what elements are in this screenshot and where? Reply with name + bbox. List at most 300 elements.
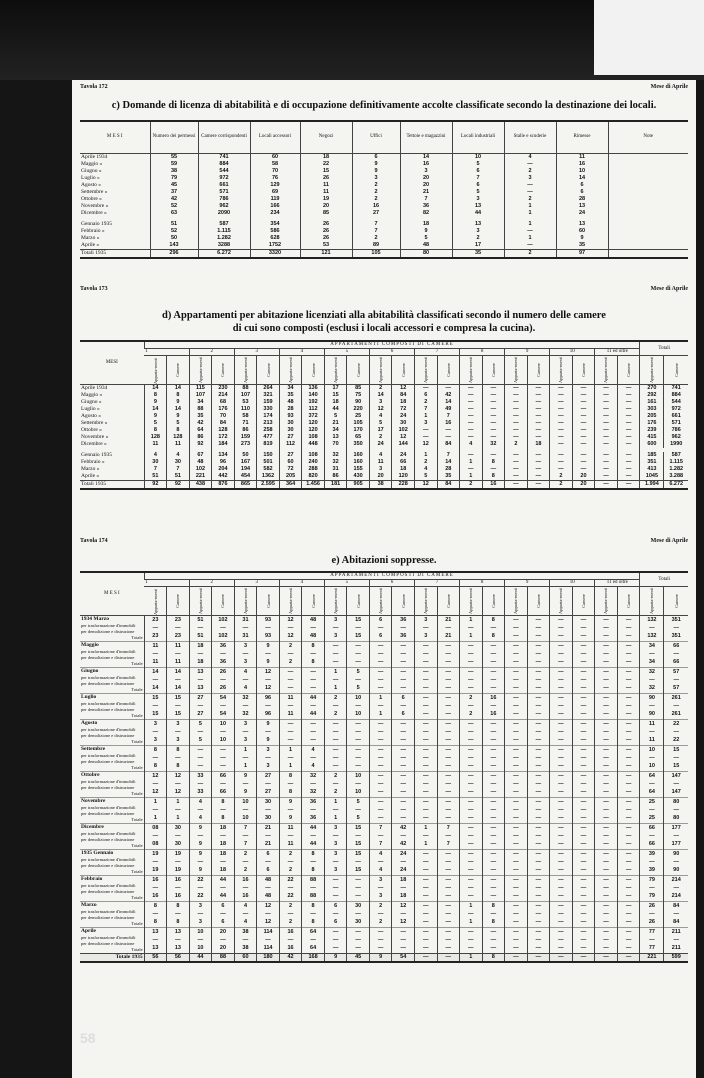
- table-cell: —: [392, 728, 415, 736]
- table-cell: 28: [556, 196, 608, 203]
- table-cell: 3: [234, 720, 257, 729]
- table-row: [80, 815, 688, 824]
- table-cell: 786: [198, 196, 250, 203]
- table-cell: —: [392, 928, 415, 937]
- table-cell: —: [527, 702, 550, 710]
- table-cell: —: [504, 189, 556, 196]
- table-cell: 3288: [198, 242, 250, 250]
- table-cell: 3: [352, 175, 400, 182]
- rooms-group-header: 1: [144, 580, 189, 587]
- table-cell: 3: [414, 420, 437, 427]
- table-cell: —: [595, 624, 618, 632]
- table-cell: —: [189, 884, 212, 892]
- table-cell: [608, 153, 688, 161]
- table-cell: —: [437, 385, 460, 393]
- table-cell: —: [460, 832, 483, 840]
- table-cell: —: [550, 945, 573, 954]
- table-cell: —: [550, 832, 573, 840]
- table-cell: 30: [279, 420, 302, 427]
- table-cell: 7: [437, 824, 460, 833]
- table-cell: 13: [452, 203, 504, 210]
- table-cell: 9: [189, 867, 212, 876]
- table-cell: —: [234, 650, 257, 658]
- table-cell: —: [550, 616, 573, 625]
- apartments-header: [144, 356, 167, 385]
- table-row: [80, 616, 688, 625]
- rooms-header: [572, 587, 595, 616]
- table-cell: —: [189, 746, 212, 755]
- table-cell: 48: [302, 616, 325, 625]
- table-cell: 52: [150, 228, 198, 235]
- table-cell: —: [437, 945, 460, 954]
- table-cell: 60: [279, 459, 302, 466]
- table-cell: Locali industriali: [452, 121, 504, 153]
- table-cell: 30: [392, 420, 415, 427]
- table-cell: 7: [369, 824, 392, 833]
- reason-label: per trasformazione d'immobili: [81, 805, 136, 810]
- table-cell: —: [167, 936, 190, 944]
- table-cell: Uffici: [352, 121, 400, 153]
- table-cell: 571: [198, 189, 250, 196]
- table-cell: —: [460, 806, 483, 814]
- table-cell: —: [572, 466, 595, 473]
- table-cell: 44: [302, 841, 325, 850]
- table-cell: —: [257, 936, 280, 944]
- table-cell: 3: [369, 466, 392, 473]
- table-cell: —: [572, 746, 595, 755]
- table-cell: 32: [324, 459, 347, 466]
- table-cell: —: [550, 867, 573, 876]
- table-cell: 128: [167, 434, 190, 441]
- table-cell: —: [392, 720, 415, 729]
- table-cell: —: [212, 763, 235, 772]
- table-cell: —: [572, 427, 595, 434]
- table-cell: 8: [302, 659, 325, 668]
- table-row: [80, 228, 688, 235]
- table-cell: —: [324, 945, 347, 954]
- table-cell: —: [572, 385, 595, 393]
- table-cell: —: [347, 910, 370, 918]
- table-cell: —: [460, 676, 483, 684]
- table-cell: —: [527, 919, 550, 928]
- table-cell: 37: [150, 189, 198, 196]
- table-cell: —: [347, 780, 370, 788]
- table-cell: 1.994: [640, 481, 664, 490]
- table-cell: 32: [324, 452, 347, 459]
- table-cell: —: [664, 910, 688, 918]
- apartments-label: Apparta-menti: [423, 356, 429, 384]
- table-cell: —: [437, 427, 460, 434]
- table-cell: 221: [640, 954, 664, 963]
- table-cell: Totali 1935: [80, 481, 144, 490]
- table-cell: —: [664, 806, 688, 814]
- table-cell: —: [189, 936, 212, 944]
- table-cell: —: [617, 720, 640, 729]
- table-cell: —: [414, 798, 437, 807]
- table-cell: 741: [198, 153, 250, 161]
- table-cell: —: [572, 694, 595, 703]
- table-cell: —: [144, 728, 167, 736]
- table-cell: —: [505, 902, 528, 911]
- table-cell: 4: [369, 867, 392, 876]
- table-cell: 66: [640, 824, 664, 833]
- table-cell: —: [482, 824, 505, 833]
- table-cell: —: [144, 676, 167, 684]
- table-cell: Numero dei permessi: [150, 121, 198, 153]
- table-cell: —: [572, 624, 595, 632]
- table-cell: 160: [347, 459, 370, 466]
- table-cell: —: [460, 392, 483, 399]
- table-cell: —: [572, 867, 595, 876]
- apartments-header: [550, 356, 573, 385]
- table-cell: —: [664, 676, 688, 684]
- reason-label: per demolizione e distruzione: [81, 707, 135, 712]
- table-cell: 2: [279, 642, 302, 651]
- table-cell: 12: [392, 434, 415, 441]
- table-cell: —: [572, 420, 595, 427]
- table-cell: —: [550, 841, 573, 850]
- table-cell: —: [414, 936, 437, 944]
- table-row: [80, 406, 688, 413]
- table-cell: 54: [212, 694, 235, 703]
- apartments-header: [279, 356, 302, 385]
- table-cell: 128: [144, 434, 167, 441]
- table-cell: 8: [482, 473, 505, 481]
- rooms-group-header: 8: [460, 580, 505, 587]
- table-cell: —: [527, 850, 550, 859]
- table-cell: —: [617, 668, 640, 677]
- table-cell: 34: [640, 642, 664, 651]
- table-cell: —: [505, 954, 528, 963]
- table-cell: 3: [324, 633, 347, 642]
- table-cell: —: [347, 702, 370, 710]
- table-cell: Negozi: [300, 121, 352, 153]
- table-cell: 3: [257, 763, 280, 772]
- table-cell: 2: [279, 850, 302, 859]
- table-cell: 64: [189, 427, 212, 434]
- table-cell: —: [347, 806, 370, 814]
- table-cell: 34: [189, 399, 212, 406]
- table-cell: 20: [212, 945, 235, 954]
- apartments-label: Apparta-menti: [152, 588, 158, 615]
- table-cell: 9: [400, 228, 452, 235]
- table-cell: —: [414, 659, 437, 668]
- table-cell: 132: [640, 616, 664, 625]
- table-cell: —: [257, 754, 280, 762]
- table-row: [80, 624, 688, 632]
- rooms-header: [167, 356, 190, 385]
- table-cell: 32: [234, 711, 257, 720]
- table-cell: 9: [189, 824, 212, 833]
- table-cell: 107: [189, 392, 212, 399]
- table-row: [80, 385, 688, 393]
- table-cell: 6: [369, 633, 392, 642]
- table-cell: —: [460, 746, 483, 755]
- table-cell: —: [617, 867, 640, 876]
- table-cell: 2.595: [257, 481, 280, 490]
- table-cell: 60: [250, 153, 300, 161]
- table-cell: —: [527, 694, 550, 703]
- table-cell: —: [550, 806, 573, 814]
- table-cell: 84: [392, 392, 415, 399]
- table-cell: 18: [189, 642, 212, 651]
- table-cell: 88: [302, 893, 325, 902]
- month-name: 1935 Gennaio: [81, 850, 114, 856]
- table-cell: 96: [212, 459, 235, 466]
- reason-label: per demolizione e distruzione: [81, 915, 135, 920]
- table-cell: 55: [150, 153, 198, 161]
- table-cell: 11: [279, 711, 302, 720]
- table-cell: 77: [640, 945, 664, 954]
- table-cell: 26: [640, 902, 664, 911]
- table-cell: 12: [414, 481, 437, 490]
- table-cell: 11: [167, 659, 190, 668]
- table-cell: 21: [257, 824, 280, 833]
- table-cell: 86: [189, 434, 212, 441]
- table-cell: —: [414, 928, 437, 937]
- table-cell: Giugno »: [81, 399, 102, 405]
- table-cell: 84: [664, 919, 688, 928]
- table-cell: 48: [279, 399, 302, 406]
- table-cell: 92: [189, 441, 212, 448]
- table-cell: —: [460, 824, 483, 833]
- table-cell: 230: [212, 385, 235, 393]
- table-cell: —: [595, 780, 618, 788]
- apartments-header: [369, 587, 392, 616]
- table-cell: —: [369, 928, 392, 937]
- rooms-label: Camere: [220, 594, 226, 608]
- table-cell: 21: [437, 633, 460, 642]
- table-cell: 9: [257, 642, 280, 651]
- table-cell: —: [414, 850, 437, 859]
- table-cell: —: [324, 858, 347, 866]
- table-cell: 45: [347, 954, 370, 963]
- table-cell: —: [617, 815, 640, 824]
- table-row: [80, 399, 688, 406]
- apartments-header: [279, 587, 302, 616]
- table-cell: 2: [452, 235, 504, 242]
- table-cell: —: [324, 893, 347, 902]
- table-row: [80, 772, 688, 781]
- table-cell: 48: [400, 242, 452, 250]
- table-cell: 176: [640, 420, 664, 427]
- table-cell: —: [212, 910, 235, 918]
- table-cell: —: [302, 910, 325, 918]
- table-cell: 1: [369, 694, 392, 703]
- table-cell: 3: [324, 867, 347, 876]
- table-cell: 22: [189, 876, 212, 885]
- table-cell: —: [212, 832, 235, 840]
- table-cell: 741: [664, 385, 688, 393]
- table-cell: 34: [640, 659, 664, 668]
- table-cell: 14: [144, 385, 167, 393]
- table-cell: 39: [640, 850, 664, 859]
- table-row: [80, 780, 688, 788]
- table-cell: 354: [250, 221, 300, 228]
- table-cell: —: [527, 668, 550, 677]
- table-cell: 57: [664, 685, 688, 694]
- table-cell: 21: [257, 841, 280, 850]
- table-cell: 905: [347, 481, 370, 490]
- table-cell: 36: [400, 203, 452, 210]
- table-cell: 34: [324, 427, 347, 434]
- table-cell: —: [617, 481, 640, 490]
- table-cell: 48: [302, 633, 325, 642]
- table-cell: —: [527, 676, 550, 684]
- table-row: [80, 936, 688, 944]
- table-cell: 64: [640, 772, 664, 781]
- table-cell: 56: [144, 954, 167, 963]
- rooms-label: Camere: [445, 363, 451, 377]
- rooms-label: Camere: [490, 594, 496, 608]
- table-cell: 6: [369, 616, 392, 625]
- table-cell: —: [595, 427, 618, 434]
- table-cell: —: [324, 642, 347, 651]
- table-cell: 5: [189, 737, 212, 746]
- table-cell: —: [437, 659, 460, 668]
- apartments-header: [189, 356, 212, 385]
- table-cell: 6: [452, 168, 504, 175]
- table-cell: —: [189, 832, 212, 840]
- table-cell: —: [595, 815, 618, 824]
- table-cell: —: [460, 936, 483, 944]
- table-label: Tavola 172: [80, 84, 108, 90]
- rooms-group-header: 5: [324, 349, 369, 356]
- table-cell: —: [572, 876, 595, 885]
- table-cell: 9: [369, 954, 392, 963]
- month-name: Maggio: [81, 642, 99, 648]
- table-cell: —: [279, 668, 302, 677]
- table-cell: —: [527, 392, 550, 399]
- table-cell: 18: [392, 466, 415, 473]
- table-cell: 3: [452, 228, 504, 235]
- table-cell: —: [572, 902, 595, 911]
- table-cell: 88: [189, 406, 212, 413]
- table-cell: —: [234, 884, 257, 892]
- reason-label: per demolizione e distruzione: [81, 837, 135, 842]
- table-cell: 3: [452, 196, 504, 203]
- table-cell: Giugno »: [81, 167, 102, 174]
- table-cell: 38: [234, 928, 257, 937]
- table-cell: —: [324, 676, 347, 684]
- table-cell: —: [595, 694, 618, 703]
- table-cell: 19: [144, 850, 167, 859]
- table-cell: —: [482, 650, 505, 658]
- table-cell: —: [572, 406, 595, 413]
- table-cell: 102: [212, 616, 235, 625]
- table-cell: —: [595, 728, 618, 736]
- table-cell: 58: [234, 413, 257, 420]
- table-cell: —: [527, 945, 550, 954]
- table-cell: —: [550, 399, 573, 406]
- table-row: [80, 902, 688, 911]
- table-cell: 7: [437, 452, 460, 459]
- table-row: [80, 919, 688, 928]
- table-cell: —: [595, 954, 618, 963]
- table-cell: —: [505, 466, 528, 473]
- table-cell: 8: [144, 746, 167, 755]
- table-cell: —: [460, 893, 483, 902]
- table-cell: —: [572, 685, 595, 694]
- table-cell: —: [347, 746, 370, 755]
- table-cell: 51: [189, 616, 212, 625]
- table-cell: 7: [234, 841, 257, 850]
- table-cell: 30: [347, 902, 370, 911]
- table-cell: 16: [167, 876, 190, 885]
- apartments-label: Apparta-menti: [197, 356, 203, 384]
- table-cell: M E S I: [80, 121, 150, 153]
- table-cell: —: [527, 624, 550, 632]
- reason-label: Totale: [131, 791, 143, 796]
- table-cell: —: [482, 798, 505, 807]
- table-cell: 544: [198, 168, 250, 175]
- table-cell: —: [595, 910, 618, 918]
- table-cell: —: [392, 624, 415, 632]
- table-cell: —: [437, 858, 460, 866]
- table-cell: —: [347, 676, 370, 684]
- table-cell: 28: [437, 466, 460, 473]
- table-cell: 159: [234, 434, 257, 441]
- table-cell: 36: [392, 633, 415, 642]
- table-cell: —: [460, 702, 483, 710]
- table-cell: —: [617, 473, 640, 481]
- table-cell: 44: [212, 876, 235, 885]
- table-cell: —: [369, 763, 392, 772]
- table-cell: —: [414, 789, 437, 798]
- table-cell: 18: [212, 850, 235, 859]
- month-name: Ottobre: [81, 772, 100, 778]
- table-cell: —: [617, 728, 640, 736]
- table-cell: 221: [189, 473, 212, 481]
- table-cell: —: [460, 720, 483, 729]
- table-cell: —: [527, 711, 550, 720]
- table-cell: —: [595, 650, 618, 658]
- table-cell: 42: [437, 392, 460, 399]
- table-cell: 19: [167, 867, 190, 876]
- table-row: [80, 694, 688, 703]
- table-cell: 3: [400, 168, 452, 175]
- table-cell: —: [572, 459, 595, 466]
- table-cell: —: [527, 754, 550, 762]
- table-cell: 9: [279, 815, 302, 824]
- table-cell: 32: [302, 772, 325, 781]
- table-cell: 1045: [640, 473, 664, 481]
- table-cell: —: [505, 481, 528, 490]
- table-cell: —: [279, 884, 302, 892]
- table-title-line1: d) Appartamenti per abitazione licenziati alla abitabilità classificati secondo il numero delle camere: [162, 310, 606, 321]
- table-cell: —: [617, 850, 640, 859]
- table-cell: —: [550, 633, 573, 642]
- table-cell: 147: [664, 789, 688, 798]
- table-cell: —: [505, 780, 528, 788]
- table-row: [80, 434, 688, 441]
- table-cell: —: [460, 685, 483, 694]
- table-cell: 2: [352, 196, 400, 203]
- reason-label: per demolizione e distruzione: [81, 759, 135, 764]
- table-cell: 35: [437, 473, 460, 481]
- table-row: [80, 867, 688, 876]
- table-cell: —: [437, 867, 460, 876]
- table-cell: [608, 221, 688, 228]
- table-cell: Dicembre »: [81, 209, 107, 216]
- table-cell: 11: [300, 182, 352, 189]
- table-cell: 661: [664, 413, 688, 420]
- table-cell: 3: [324, 824, 347, 833]
- table-cell: —: [595, 616, 618, 625]
- table-cell: —: [617, 806, 640, 814]
- table-cell: —: [617, 824, 640, 833]
- table-cell: —: [572, 772, 595, 781]
